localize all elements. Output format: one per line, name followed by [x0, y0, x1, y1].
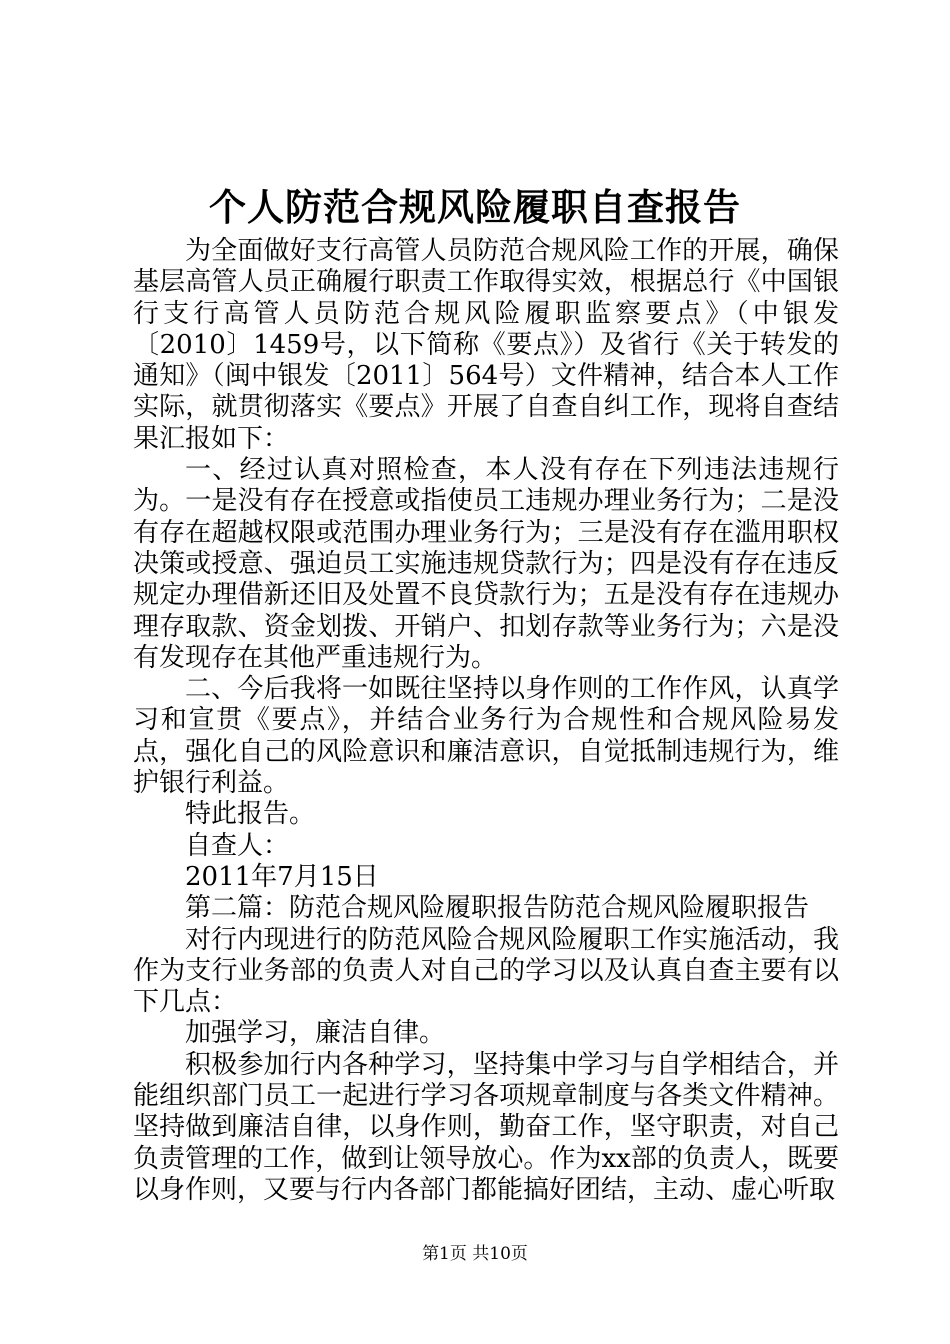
paragraph-study-detail: 积极参加行内各种学习，坚持集中学习与自学相结合，并能组织部门员工一起进行学习各项规章制度与各类文件精神。坚持做到廉洁自律，以身作则，勤奋工作，坚守职责，对自己负责管理的工作，做到让领导放心。作为xx部的负责人，既要以身作则，又要与行内各部门都能搞好团结，主动、虚心听取	[133, 1049, 839, 1205]
paragraph-section-one: 一、经过认真对照检查，本人没有存在下列违法违规行为。一是没有存在授意或指使员工违规办理业务行为；二是没有存在超越权限或范围办理业务行为；三是没有存在滥用职权决策或授意、强迫员工实施违规贷款行为；四是没有存在违反规定办理借新还旧及处置不良贷款行为；五是没有存在违规办理存取款、资金划拨、开销户、扣划存款等业务行为；六是没有发现存在其他严重违规行为。	[133, 455, 839, 673]
paragraph-signer: 自查人：	[185, 830, 290, 861]
paragraph-closing: 特此报告。	[185, 799, 316, 830]
paragraph-section-two: 二、今后我将一如既往坚持以身作则的工作作风，认真学习和宣贯《要点》，并结合业务行为合规性和合规风险易发点，强化自己的风险意识和廉洁意识，自觉抵制违规行为，维护银行利益。	[133, 674, 839, 799]
page-number-footer: 第1页 共10页	[422, 1244, 528, 1264]
paragraph-date: 2011年7月15日	[185, 861, 379, 892]
paragraph-second-article-heading: 第二篇：防范合规风险履职报告防范合规风险履职报告	[185, 893, 810, 924]
paragraph-second-article-intro: 对行内现进行的防范风险合规风险履职工作实施活动，我作为支行业务部的负责人对自己的学习以及认真自查主要有以下几点：	[133, 924, 839, 1018]
paragraph-intro: 为全面做好支行高管人员防范合规风险工作的开展，确保基层高管人员正确履行职责工作取得实效，根据总行《中国银行支行高管人员防范合规风险履职监察要点》（中银发〔2010〕1459号，以下简称《要点》）及省行《关于转发的通知》（闽中银发〔2011〕564号）文件精神，结合本人工作实际，就贯彻落实《要点》开展了自查自纠工作，现将自查结果汇报如下：	[133, 236, 839, 454]
paragraph-subheading-study: 加强学习，廉洁自律。	[185, 1018, 446, 1049]
document-title: 个人防范合规风险履职自查报告	[209, 185, 741, 229]
document-body	[133, 236, 839, 1206]
